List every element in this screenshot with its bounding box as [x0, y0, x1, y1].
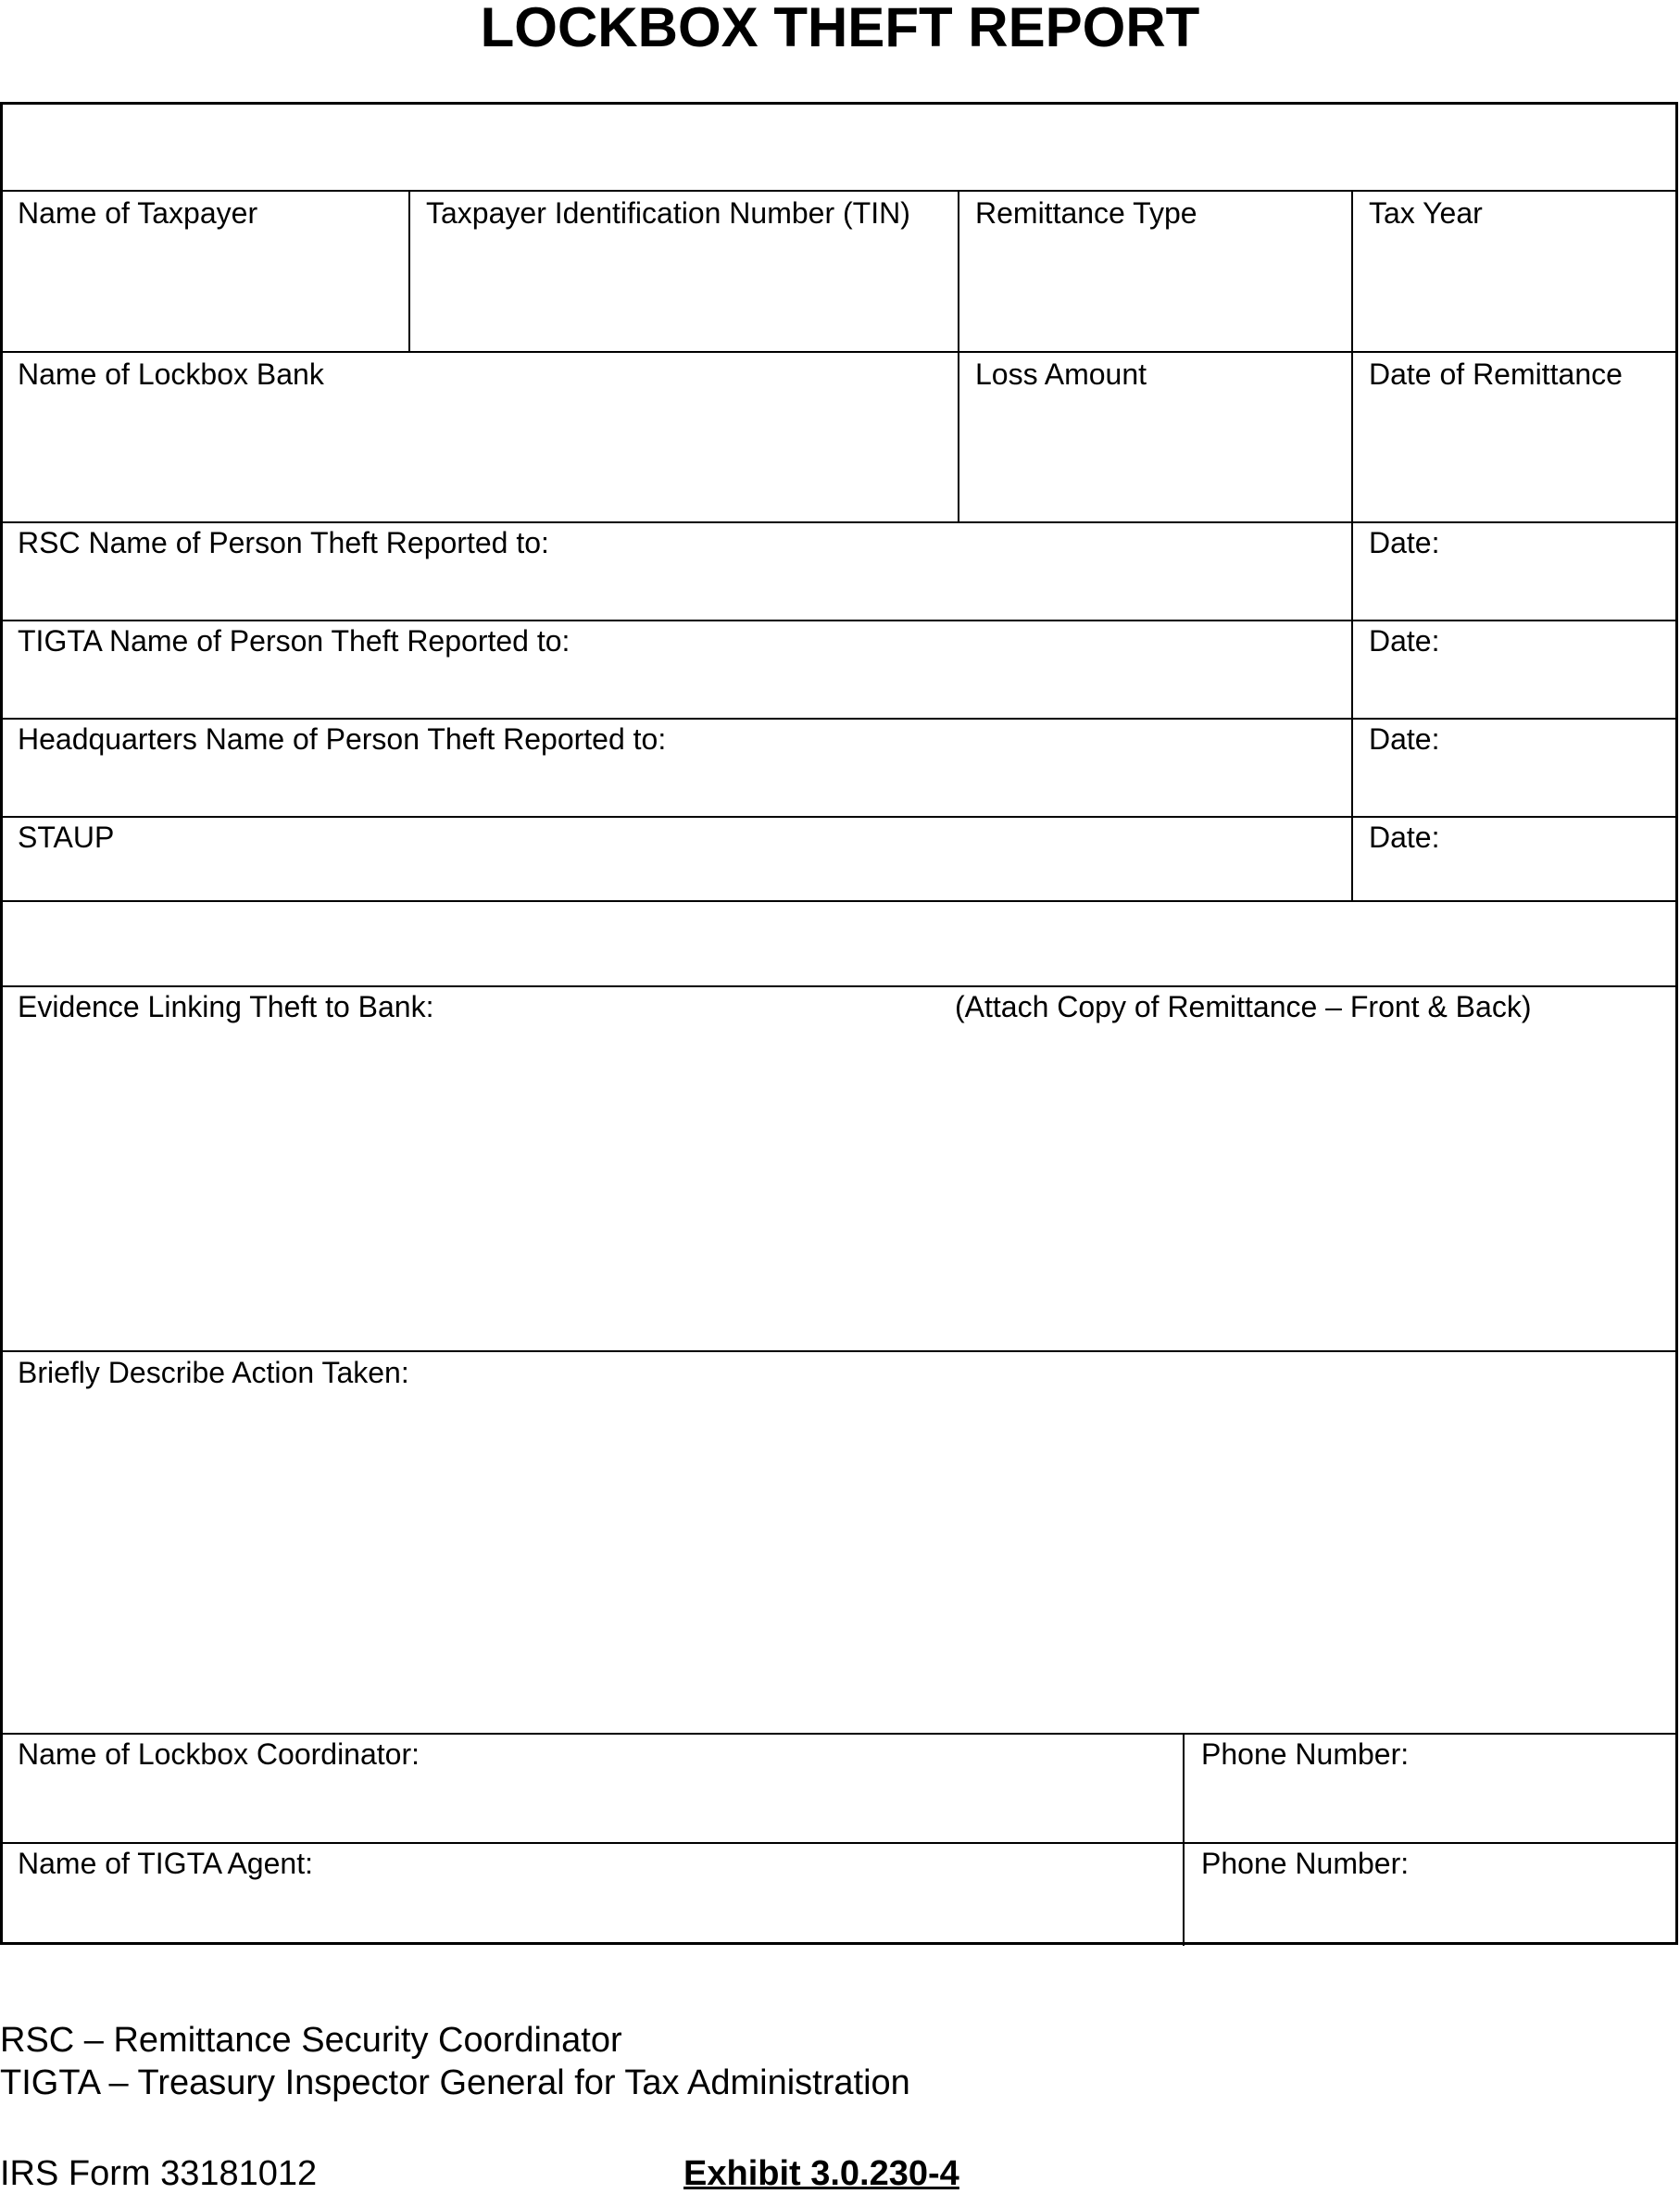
date-of-remittance-label: Date of Remittance [1369, 357, 1623, 391]
name-of-taxpayer-label: Name of Taxpayer [18, 196, 258, 230]
page-title: LOCKBOX THEFT REPORT [480, 0, 1200, 58]
tigta-reported-field[interactable] [4, 622, 1350, 717]
name-of-taxpayer-field[interactable] [4, 193, 407, 350]
tigta-date-field[interactable] [1354, 622, 1674, 717]
row-divider [0, 190, 1678, 192]
blank-row [4, 903, 1674, 984]
row-divider [0, 718, 1678, 720]
column-divider [408, 190, 410, 352]
row-divider [0, 620, 1678, 621]
column-divider [1183, 1733, 1185, 1946]
lockbox-bank-field[interactable] [4, 354, 957, 520]
rsc-abbreviation-note: RSC – Remittance Security Coordinator [0, 2021, 622, 2060]
headquarters-date-label: Date: [1369, 722, 1440, 756]
tigta-date-label: Date: [1369, 624, 1440, 658]
lockbox-coordinator-label: Name of Lockbox Coordinator: [18, 1737, 420, 1771]
form-number: IRS Form 33181012 [0, 2154, 318, 2193]
remittance-type-label: Remittance Type [975, 196, 1197, 230]
staup-label: STAUP [18, 821, 115, 854]
loss-amount-field[interactable] [960, 354, 1350, 520]
exhibit-number: Exhibit 3.0.230-4 [683, 2154, 959, 2193]
action-taken-field[interactable] [4, 1394, 1674, 1731]
tigta-reported-label: TIGTA Name of Person Theft Reported to: [18, 624, 570, 658]
row-divider [0, 351, 1678, 353]
row-divider [0, 900, 1678, 902]
tigta-abbreviation-note: TIGTA – Treasury Inspector General for Tax Administration [0, 2063, 910, 2102]
row-divider [0, 1350, 1678, 1352]
column-divider [958, 190, 959, 522]
staup-date-label: Date: [1369, 821, 1440, 854]
row-divider [0, 1733, 1678, 1735]
staup-date-field[interactable] [1354, 819, 1674, 899]
rsc-reported-label: RSC Name of Person Theft Reported to: [18, 526, 549, 559]
headquarters-reported-label: Headquarters Name of Person Theft Reported to: [18, 722, 667, 756]
rsc-date-label: Date: [1369, 526, 1440, 559]
tigta-agent-label: Name of TIGTA Agent: [18, 1847, 313, 1880]
tin-label: Taxpayer Identification Number (TIN) [426, 196, 910, 230]
loss-amount-label: Loss Amount [975, 357, 1147, 391]
action-taken-label: Briefly Describe Action Taken: [18, 1356, 409, 1389]
evidence-label: Evidence Linking Theft to Bank: [18, 990, 434, 1023]
evidence-attach-note: (Attach Copy of Remittance – Front & Back) [955, 990, 1532, 1023]
evidence-field[interactable] [4, 1028, 1674, 1348]
lockbox-bank-label: Name of Lockbox Bank [18, 357, 324, 391]
tigta-agent-phone-field[interactable] [1185, 1845, 1674, 1941]
date-of-remittance-field[interactable] [1354, 354, 1674, 520]
tin-field[interactable] [411, 193, 957, 350]
tax-year-field[interactable] [1354, 193, 1674, 350]
tigta-agent-field[interactable] [4, 1845, 1182, 1941]
row-divider [0, 816, 1678, 818]
row-divider [0, 521, 1678, 523]
row-divider [0, 1842, 1678, 1844]
remittance-type-field[interactable] [960, 193, 1350, 350]
tigta-agent-phone-label: Phone Number: [1201, 1847, 1410, 1880]
row-divider [0, 985, 1678, 987]
rsc-date-field[interactable] [1354, 524, 1674, 619]
lockbox-coordinator-field[interactable] [4, 1736, 1182, 1841]
headquarters-date-field[interactable] [1354, 721, 1674, 815]
headquarters-reported-field[interactable] [4, 721, 1350, 815]
coordinator-phone-field[interactable] [1185, 1736, 1674, 1841]
coordinator-phone-label: Phone Number: [1201, 1737, 1410, 1771]
column-divider [1351, 190, 1353, 901]
staup-field[interactable] [4, 819, 1350, 899]
rsc-reported-field[interactable] [4, 524, 1350, 619]
tax-year-label: Tax Year [1369, 196, 1483, 230]
